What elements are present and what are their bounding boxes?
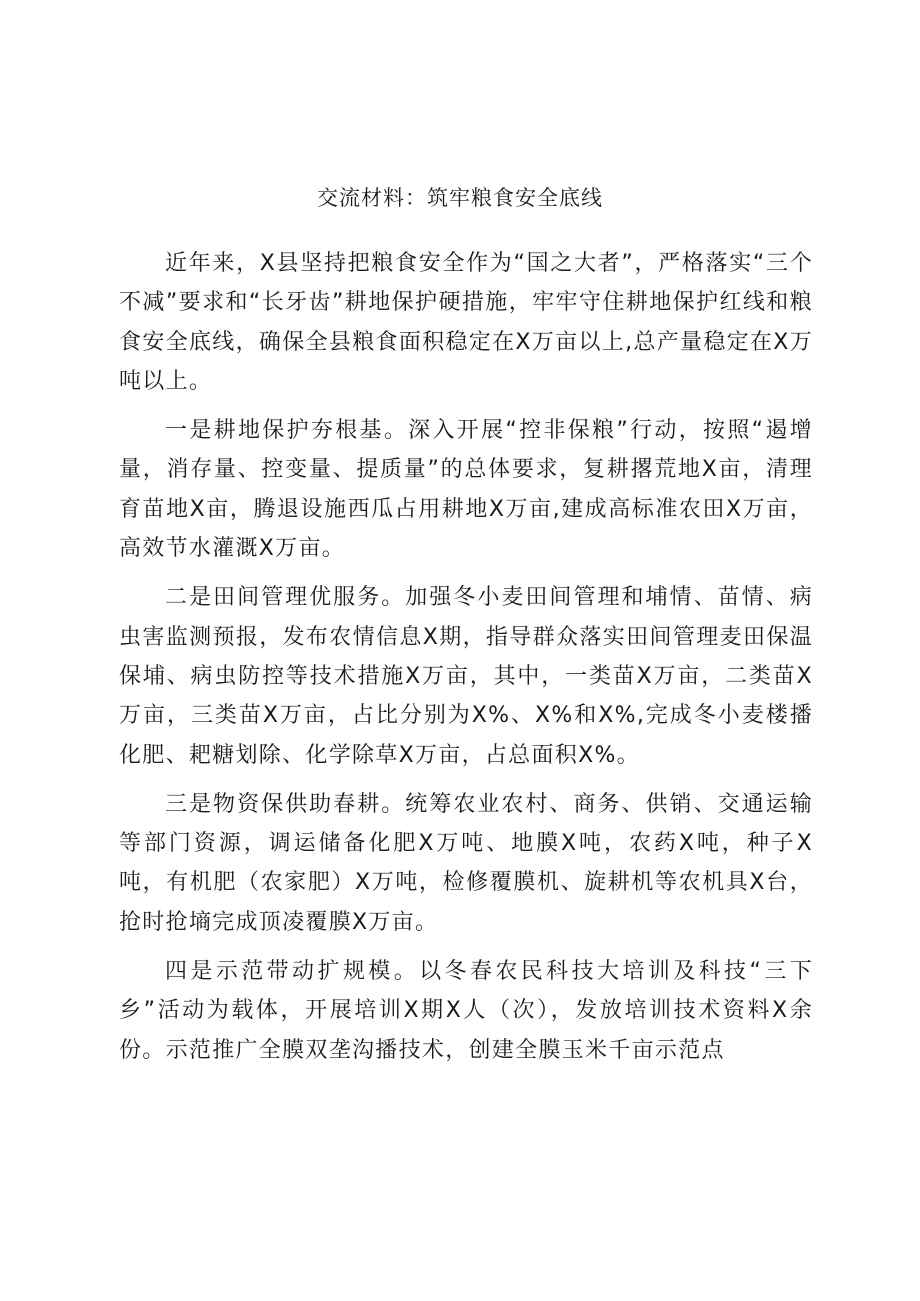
paragraph-supplies: 三是物资保供助春耕。统筹农业农村、商务、供销、交通运输等部门资源，调运储备化肥X万吨、地膜X吨，农药X吨，种子X吨，有机肥（农家肥）X万吨，检修覆膜机、旋耕机等农机具X台，抢时抢墒完成顶凌覆膜X万亩。: [119, 791, 813, 935]
paragraph-farmland-protection: 一是耕地保护夯根基。深入开展“控非保粮”行动，按照“遏增量，消存量、控变量、提质量”的总体要求，复耕撂荒地X亩，清理育苗地X亩，腾退设施西瓜占用耕地X万亩,建成高标准农田X万亩，高效节水灌溉X万亩。: [119, 418, 813, 562]
document-title: 交流材料：筑牢粮食安全底线: [317, 186, 603, 210]
paragraph-intro: 近年来，X县坚持把粮食安全作为“国之大者”，严格落实“三个不减”要求和“长牙齿”耕地保护硬措施，牢牢守住耕地保护红线和粮食安全底线，确保全县粮食面积稳定在X万亩以上,总产量稳定在X万吨以上。: [119, 251, 813, 394]
document-body: [119, 244, 813, 1080]
paragraph-field-management: 二是田间管理优服务。加强冬小麦田间管理和埔情、苗情、病虫害监测预报，发布农情信息X期，指导群众落实田间管理麦田保温保埔、病虫防控等技术措施X万亩，其中，一类苗X万亩，二类苗X万亩，三类苗X万亩，占比分别为X%、X%和X%,完成冬小麦楼播化肥、耙糖划除、化学除草X万亩，占总面积X%。: [119, 585, 813, 768]
paragraph-demonstration: 四是示范带动扩规模。以冬春农民科技大培训及科技“三下乡”活动为载体，开展培训X期X人（次），发放培训技术资料X余份。示范推广全膜双垄沟播技术，创建全膜玉米千亩示范点: [119, 959, 813, 1063]
